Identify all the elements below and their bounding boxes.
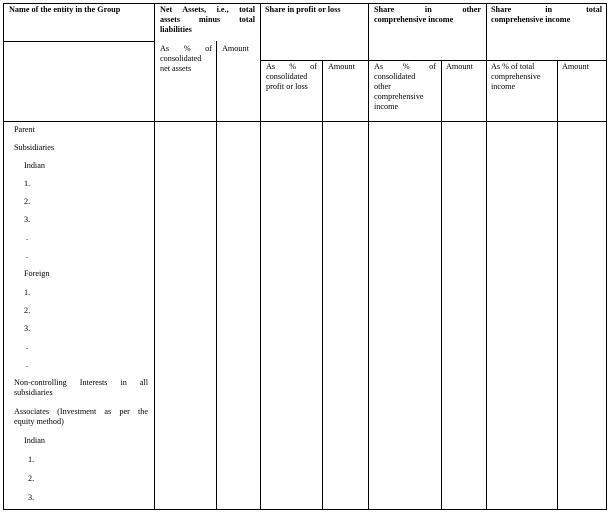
header-oci: comprehensive income (374, 15, 454, 24)
row-number: 3. (28, 493, 35, 502)
header-tci: comprehensive income (491, 15, 571, 24)
header-net-assets: liabilities (160, 25, 192, 34)
header-entity: Name of the entity in the Group (9, 5, 121, 14)
subheader-na-percent: net assets (160, 64, 192, 73)
subheader-oci-percent: As % of (374, 62, 436, 71)
column-rule (486, 3, 487, 510)
row-number: 1. (28, 455, 35, 464)
column-rule (260, 3, 261, 510)
row-indian: Indian (24, 161, 45, 170)
subheader-tci-amount: Amount (562, 62, 589, 71)
table-border-right (606, 3, 607, 510)
subheader-na-amount: Amount (222, 44, 249, 53)
row-non-controlling-interests: Non-controlling Interests in all (14, 378, 148, 387)
header-rule (3, 41, 154, 42)
row-indian: Indian (24, 436, 45, 445)
subheader-oci-amount: Amount (446, 62, 473, 71)
row-number: 2. (24, 306, 31, 315)
subheader-pl-amount: Amount (328, 62, 355, 71)
subheader-tci-percent: comprehensive (491, 72, 541, 81)
header-net-assets: Net Assets, i.e., total (160, 5, 255, 14)
row-non-controlling-interests: subsidiaries (14, 388, 53, 397)
header-oci: Share in other (374, 5, 481, 14)
header-rule (260, 60, 607, 61)
table-border-top (3, 3, 607, 4)
header-tci: Share in total (491, 5, 602, 14)
column-rule (368, 3, 369, 510)
header-profit-loss: Share in profit or loss (265, 5, 341, 14)
row-subsidiaries: Subsidiaries (14, 143, 55, 152)
column-rule (154, 3, 155, 510)
subheader-pl-percent: As % of (266, 62, 317, 71)
column-rule (216, 41, 217, 510)
subheader-pl-percent: profit or loss (266, 82, 308, 91)
subheader-na-percent: As % of (160, 44, 212, 53)
subheader-oci-percent: comprehensive (374, 92, 424, 101)
row-ellipsis: . (26, 360, 29, 369)
subheader-oci-percent: income (374, 102, 399, 111)
subheader-oci-percent: consolidated (374, 72, 416, 81)
column-rule (322, 60, 323, 510)
subheader-na-percent: consolidated (160, 54, 202, 63)
subheader-oci-percent: other (374, 82, 391, 91)
subheader-tci-percent: income (491, 82, 516, 91)
row-associates: Associates (Investment as per the (14, 407, 148, 416)
column-rule (557, 60, 558, 510)
row-ellipsis: . (26, 342, 29, 351)
subheader-tci-percent: As % of total (491, 62, 535, 71)
table-border-bottom (3, 509, 607, 510)
header-body-rule (3, 121, 607, 122)
table-border-left (3, 3, 4, 510)
row-foreign: Foreign (24, 269, 50, 278)
row-number: 1. (24, 288, 31, 297)
subheader-pl-percent: consolidated (266, 72, 308, 81)
row-number: 2. (24, 197, 31, 206)
row-associates: equity method) (14, 417, 64, 426)
row-ellipsis: . (26, 251, 29, 260)
header-net-assets: assets minus total (160, 15, 255, 24)
row-number: 1. (24, 179, 31, 188)
row-number: 3. (24, 215, 31, 224)
row-number: 3. (24, 324, 31, 333)
column-rule (441, 60, 442, 510)
row-parent: Parent (14, 125, 35, 134)
row-ellipsis: . (26, 233, 29, 242)
row-number: 2. (28, 474, 35, 483)
